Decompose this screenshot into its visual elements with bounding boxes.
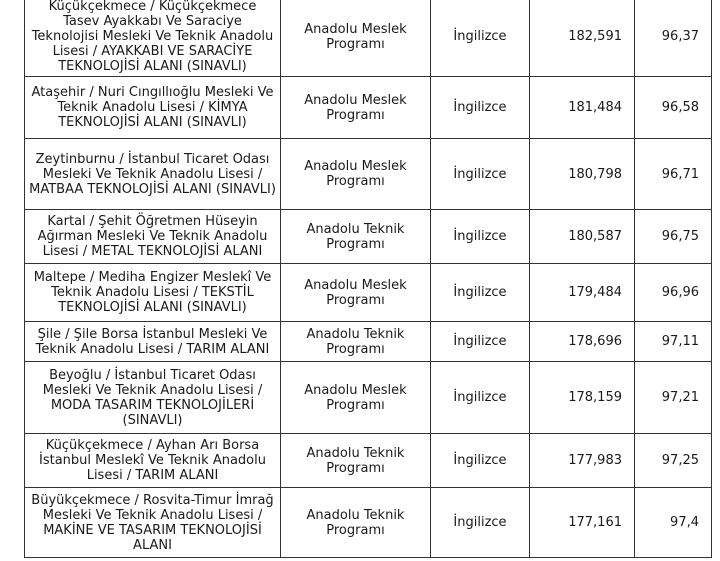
- score-cell: 96,71: [635, 139, 712, 210]
- language-cell: İngilizce: [431, 210, 530, 264]
- score-cell: 96,37: [635, 0, 712, 77]
- table-row: [25, 488, 712, 558]
- rank-cell: 180,587: [530, 210, 635, 264]
- table-row: [25, 362, 712, 434]
- score-cell: 96,58: [635, 77, 712, 139]
- program-type-cell: Anadolu Teknik Programı: [281, 210, 431, 264]
- program-type-cell: Anadolu Teknik Programı: [281, 488, 431, 558]
- program-type-cell: Anadolu Meslek Programı: [281, 0, 431, 77]
- rank-cell: 180,798: [530, 139, 635, 210]
- language-cell: İngilizce: [431, 434, 530, 488]
- school-name-cell: Büyükçekmece / Rosvita-Timur İmrağ Mesleki Ve Teknik Anadolu Lisesi / MAKİNE VE TASARIM TEKNOLOJİSİ ALANI: [25, 488, 281, 558]
- language-cell: İngilizce: [431, 0, 530, 77]
- program-type-cell: Anadolu Meslek Programı: [281, 139, 431, 210]
- table-row: [25, 0, 712, 77]
- table-row: [25, 139, 712, 210]
- program-type-cell: Anadolu Teknik Programı: [281, 322, 431, 362]
- rank-cell: 178,159: [530, 362, 635, 434]
- table-row: [25, 434, 712, 488]
- program-type-cell: Anadolu Teknik Programı: [281, 434, 431, 488]
- school-table-container: [24, 0, 699, 558]
- rank-cell: 182,591: [530, 0, 635, 77]
- score-cell: 97,21: [635, 362, 712, 434]
- school-name-cell: Şile / Şile Borsa İstanbul Mesleki Ve Teknik Anadolu Lisesi / TARIM ALANI: [25, 322, 281, 362]
- rank-cell: 181,484: [530, 77, 635, 139]
- rank-cell: 179,484: [530, 264, 635, 322]
- rank-cell: 177,983: [530, 434, 635, 488]
- language-cell: İngilizce: [431, 488, 530, 558]
- language-cell: İngilizce: [431, 322, 530, 362]
- rank-cell: 177,161: [530, 488, 635, 558]
- program-type-cell: Anadolu Meslek Programı: [281, 77, 431, 139]
- table-row: [25, 77, 712, 139]
- language-cell: İngilizce: [431, 362, 530, 434]
- language-cell: İngilizce: [431, 139, 530, 210]
- score-cell: 97,25: [635, 434, 712, 488]
- table-row: [25, 210, 712, 264]
- program-type-cell: Anadolu Meslek Programı: [281, 362, 431, 434]
- score-cell: 96,75: [635, 210, 712, 264]
- score-cell: 97,11: [635, 322, 712, 362]
- rank-cell: 178,696: [530, 322, 635, 362]
- school-name-cell: Zeytinburnu / İstanbul Ticaret Odası Mesleki Ve Teknik Anadolu Lisesi / MATBAA TEKNOLOJİSİ ALANI (SINAVLI): [25, 139, 281, 210]
- score-cell: 97,4: [635, 488, 712, 558]
- language-cell: İngilizce: [431, 77, 530, 139]
- school-score-table: [24, 0, 712, 558]
- score-cell: 96,96: [635, 264, 712, 322]
- school-name-cell: Kartal / Şehit Öğretmen Hüseyin Ağırman Mesleki Ve Teknik Anadolu Lisesi / METAL TEKNOLOJİSİ ALANI: [25, 210, 281, 264]
- language-cell: İngilizce: [431, 264, 530, 322]
- school-name-cell: Ataşehir / Nuri Cıngıllıoğlu Mesleki Ve Teknik Anadolu Lisesi / KİMYA TEKNOLOJİSİ ALANI (SINAVLI): [25, 77, 281, 139]
- table-row: [25, 322, 712, 362]
- school-name-cell: Maltepe / Mediha Engizer Meslekî Ve Teknik Anadolu Lisesi / TEKSTİL TEKNOLOJİSİ ALANI (SINAVLI): [25, 264, 281, 322]
- school-name-cell: Küçükçekmece / Ayhan Arı Borsa İstanbul Meslekî Ve Teknik Anadolu Lisesi / TARIM ALANI: [25, 434, 281, 488]
- table-row: [25, 264, 712, 322]
- program-type-cell: Anadolu Meslek Programı: [281, 264, 431, 322]
- school-name-cell: Küçükçekmece / Küçükçekmece Tasev Ayakkabı Ve Saraciye Teknolojisi Mesleki Ve Teknik Anadolu Lisesi / AYAKKABI VE SARACİYE TEKNOLOJİSİ ALANI (SINAVLI): [25, 0, 281, 77]
- school-name-cell: Beyoğlu / İstanbul Ticaret Odası Mesleki Ve Teknik Anadolu Lisesi / MODA TASARIM TEKNOLOJİLERİ (SINAVLI): [25, 362, 281, 434]
